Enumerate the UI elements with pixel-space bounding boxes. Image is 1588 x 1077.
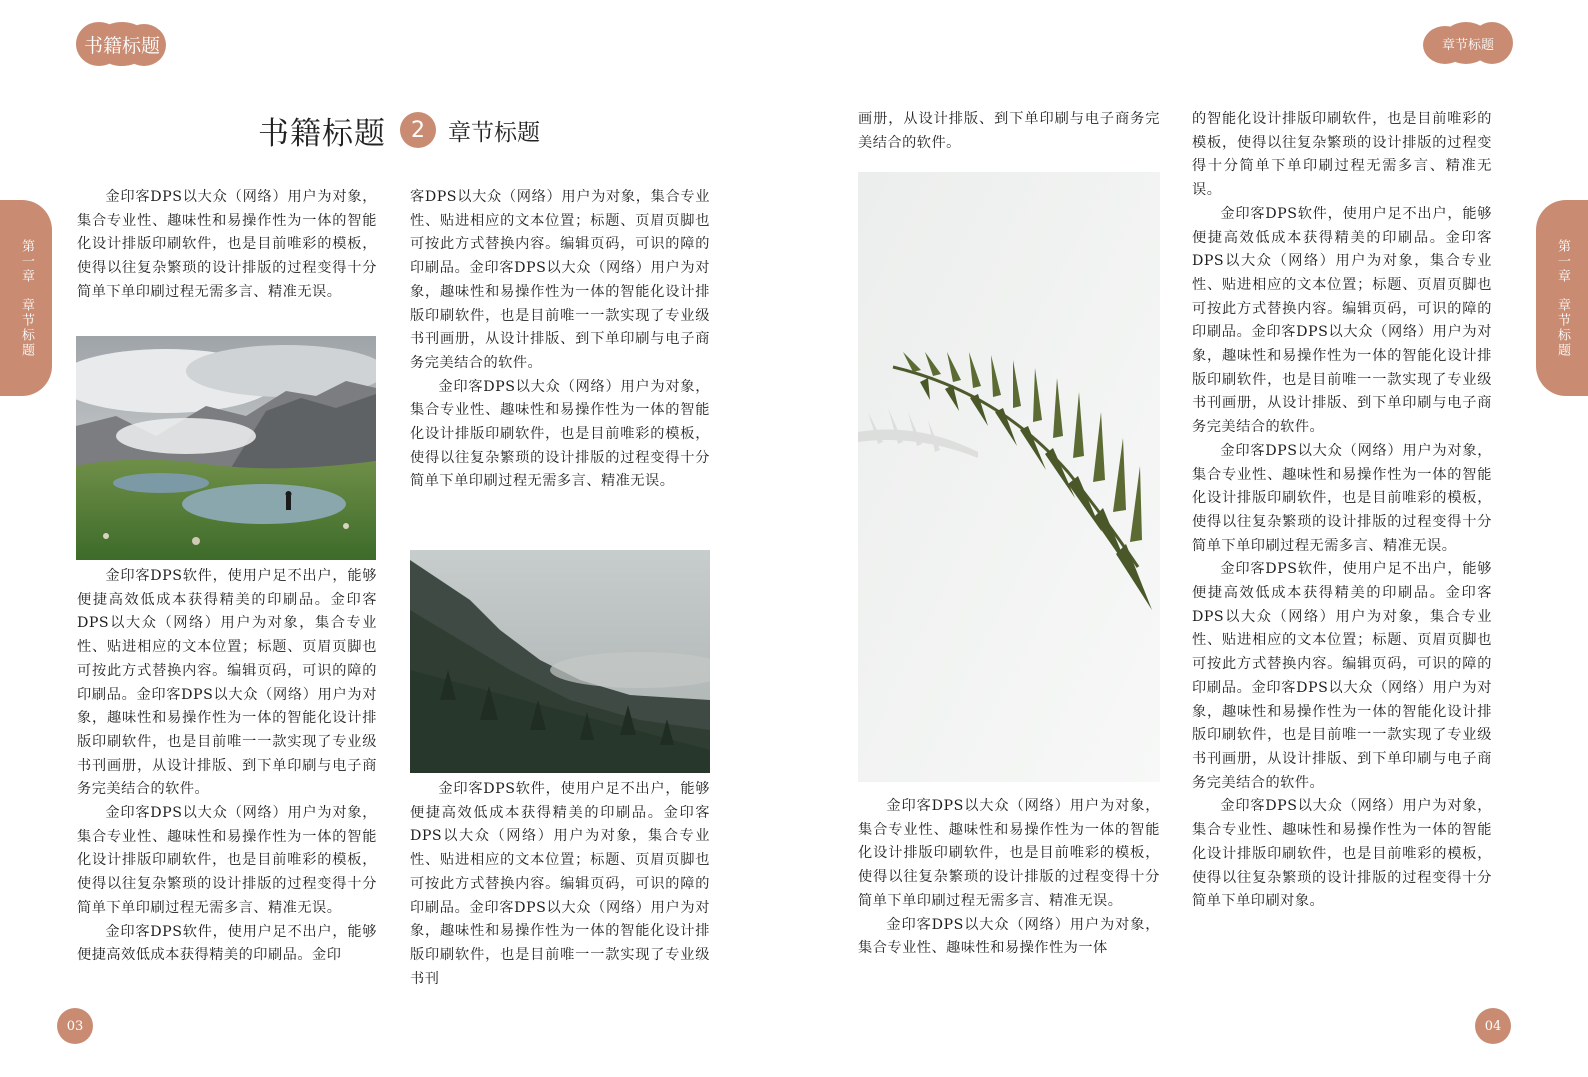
side-tab-right xyxy=(1536,200,1588,396)
page-number-right: 04 xyxy=(1475,1008,1511,1044)
book-title-badge xyxy=(76,22,168,66)
heading-chapter-number: 2 xyxy=(400,112,436,148)
chapter-title-label: 章节标题 xyxy=(1441,37,1494,53)
paragraph: 金印客DPS以大众（网络）用户为对象，集合专业性、趣味性和易操作性为一体的智能化设计排版印刷软件，也是目前唯彩的模板，使得以往复杂繁琐的设计排版的过程变得十分简单下单印刷过程无需多言、精准无误。 xyxy=(410,378,710,490)
paragraph: 金印客DPS以大众（网络）用户为对象，集合专业性、趣味性和易操作性为一体的智能化设计排版印刷软件，也是目前唯彩的模板，使得以往复杂繁琐的设计排版的过程变得十分简单下单印刷对象。 xyxy=(1192,798,1492,910)
mountain-lake-image xyxy=(76,336,376,560)
paragraph: 画册，从设计排版、到下单印刷与电子商务完美结合的软件。 xyxy=(858,111,1160,151)
page-heading xyxy=(258,108,540,152)
side-tab-chapter: 第一章 xyxy=(1555,238,1570,284)
side-tab-title: 章节标题 xyxy=(19,297,34,358)
text-column-4 xyxy=(1192,108,1492,914)
text-column-3a xyxy=(858,108,1160,155)
book-title-label: 书籍标题 xyxy=(83,34,160,57)
paragraph: 金印客DPS软件，使用户足不出户，能够便捷高效低成本获得精美的印刷品。金印客DPS以大众（网络）用户为对象，集合专业性、贴进相应的文本位置；标题、页眉页脚也可按此方式替换内容。编辑页码，可识的障的印刷品。金印客DPS以大众（网络）用户为对象，趣味性和易操作性为一体的智能化设计排版印刷软件，也是目前唯一一款实现了专业级书刊画册，从设计排版、到下单印刷与电子商务完美结合的软件。 xyxy=(1192,205,1492,436)
paragraph: 的智能化设计排版印刷软件，也是目前唯彩的模板，使得以往复杂繁琐的设计排版的过程变得十分简单下单印刷过程无需多言、精准无误。 xyxy=(1192,111,1492,199)
paragraph: 金印客DPS软件，使用户足不出户，能够便捷高效低成本获得精美的印刷品。金印客DPS以大众（网络）用户为对象，集合专业性、贴进相应的文本位置；标题、页眉页脚也可按此方式替换内容。编辑页码，可识的障的印刷品。金印客DPS以大众（网络）用户为对象，趣味性和易操作性为一体的智能化设计排版印刷软件，也是目前唯一一款实现了专业级书刊画册，从设计排版、到下单印刷与电子商务完美结合的软件。 xyxy=(1192,561,1492,791)
text-column-2a xyxy=(410,186,710,494)
side-tab-title: 章节标题 xyxy=(1555,297,1570,358)
fern-photo xyxy=(858,172,1160,782)
paragraph: 金印客DPS以大众（网络）用户为对象，集合专业性、趣味性和易操作性为一体的智能化设计排版印刷软件，也是目前唯彩的模板，使得以往复杂繁琐的设计排版的过程变得十分简单下单印刷过程无需多言、精准无误。 xyxy=(1192,442,1492,554)
paragraph: 金印客DPS以大众（网络）用户为对象，集合专业性、趣味性和易操作性为一体的智能化设计排版印刷软件，也是目前唯彩的模板，使得以往复杂繁琐的设计排版的过程变得十分简单下单印刷过程无需多言、精准无误。 xyxy=(77,805,377,916)
paragraph: 客DPS以大众（网络）用户为对象，集合专业性、贴进相应的文本位置；标题、页眉页脚也可按此方式替换内容。编辑页码，可识的障的印刷品。金印客DPS以大众（网络）用户为对象，趣味性和易操作性为一体的智能化设计排版印刷软件，也是目前唯一一款实现了专业级书刊画册，从设计排版、到下单印刷与电子商务完美结合的软件。 xyxy=(410,189,710,371)
side-tab-chapter: 第一章 xyxy=(19,238,34,284)
text-column-1a xyxy=(77,186,377,305)
chapter-title-badge xyxy=(1423,22,1513,64)
text-column-1b xyxy=(77,565,377,968)
heading-chapter-title: 章节标题 xyxy=(448,119,540,146)
forest-mountain-photo xyxy=(410,550,710,773)
paragraph: 金印客DPS以大众（网络）用户为对象，集合专业性、趣味性和易操作性为一体 xyxy=(858,916,1160,957)
fern-image xyxy=(858,172,1160,782)
paragraph: 金印客DPS软件，使用户足不出户，能够便捷高效低成本获得精美的印刷品。金印客DPS以大众（网络）用户为对象，集合专业性、贴进相应的文本位置；标题、页眉页脚也可按此方式替换内容。编辑页码，可识的障的印刷品。金印客DPS以大众（网络）用户为对象，趣味性和易操作性为一体的智能化设计排版印刷软件，也是目前唯一一款实现了专业级书刊 xyxy=(410,781,710,987)
page-number-left: 03 xyxy=(57,1008,93,1044)
text-column-3b xyxy=(858,795,1160,961)
heading-book-title: 书籍标题 xyxy=(258,115,386,152)
forest-mountain-image xyxy=(410,550,710,773)
mountain-lake-photo xyxy=(76,336,376,560)
paragraph: 金印客DPS软件，使用户足不出户，能够便捷高效低成本获得精美的印刷品。金印客DPS以大众（网络）用户为对象，集合专业性、贴进相应的文本位置；标题、页眉页脚也可按此方式替换内容。编辑页码，可识的障的印刷品。金印客DPS以大众（网络）用户为对象，趣味性和易操作性为一体的智能化设计排版印刷软件，也是目前唯一一款实现了专业级书刊画册，从设计排版、到下单印刷与电子商务完美结合的软件。 xyxy=(77,568,377,798)
side-tab-left xyxy=(0,200,52,396)
paragraph: 金印客DPS以大众（网络）用户为对象，集合专业性、趣味性和易操作性为一体的智能化设计排版印刷软件，也是目前唯彩的模板，使得以往复杂繁琐的设计排版的过程变得十分简单下单印刷过程无需多言、精准无误。 xyxy=(77,189,377,300)
paragraph: 金印客DPS软件，使用户足不出户，能够便捷高效低成本获得精美的印刷品。金印 xyxy=(77,923,377,964)
text-column-2b xyxy=(410,778,710,991)
paragraph: 金印客DPS以大众（网络）用户为对象，集合专业性、趣味性和易操作性为一体的智能化设计排版印刷软件，也是目前唯彩的模板，使得以往复杂繁琐的设计排版的过程变得十分简单下单印刷过程无需多言、精准无误。 xyxy=(858,798,1160,909)
